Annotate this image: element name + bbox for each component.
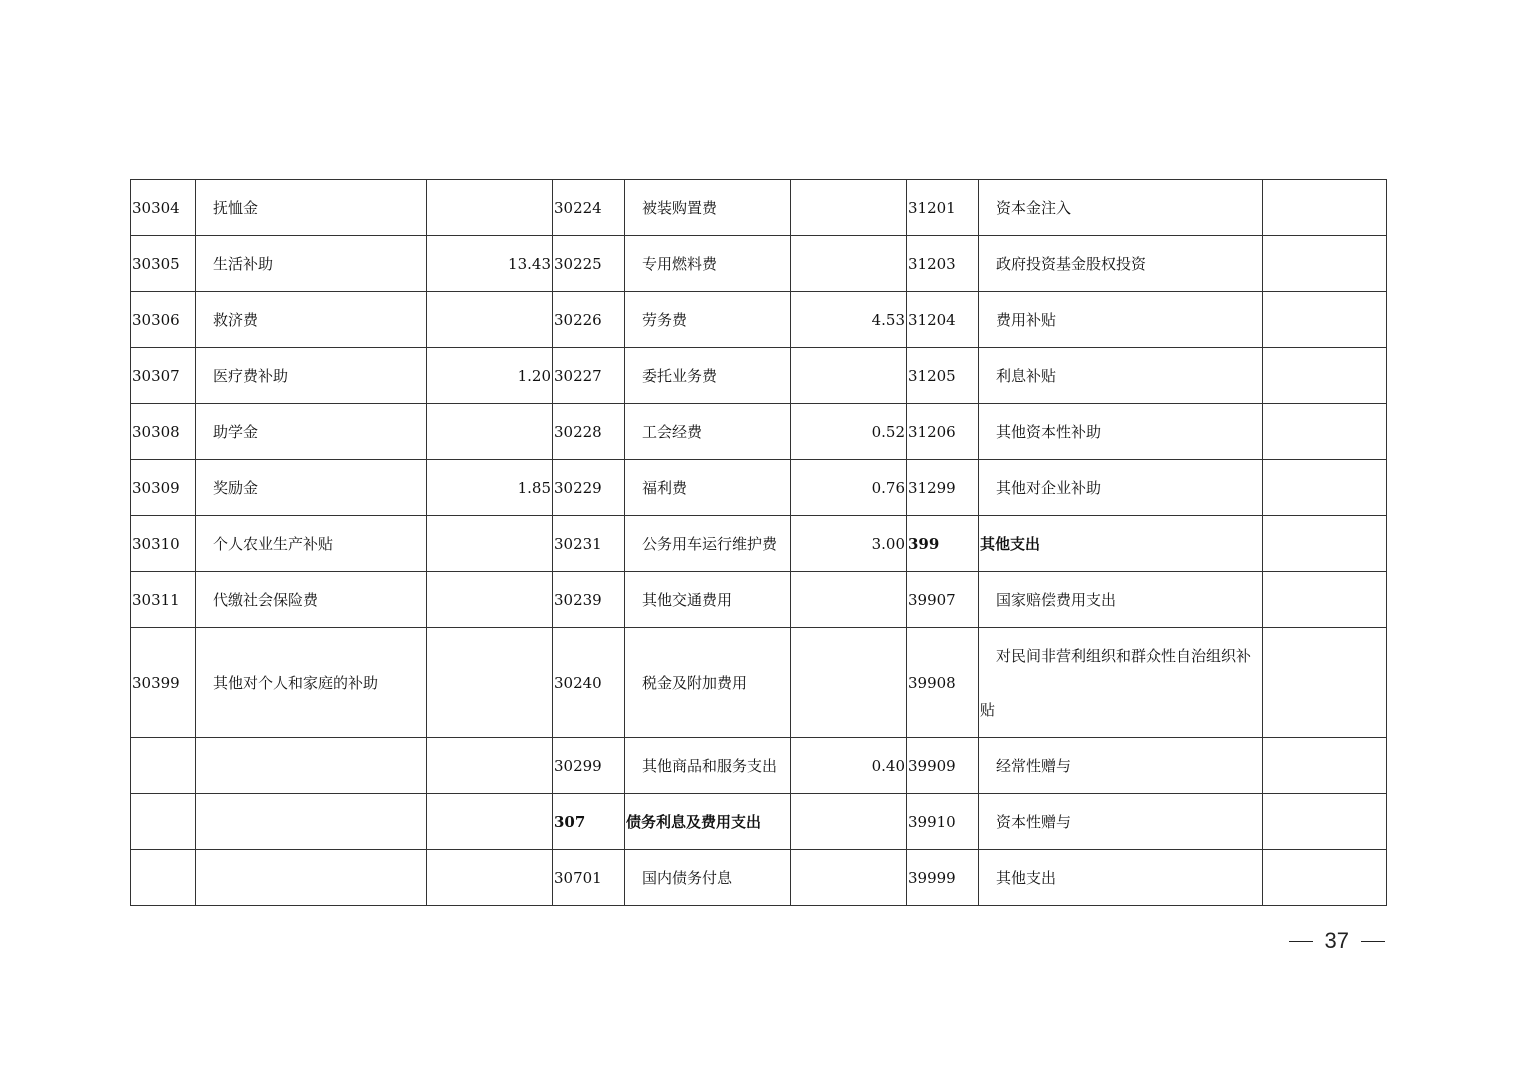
item-name-cell: 个人农业生产补贴	[196, 516, 427, 572]
code-cell: 31204	[907, 292, 979, 348]
category-name-cell: 债务利息及费用支出	[625, 794, 791, 850]
item-name-cell: 奖励金	[196, 460, 427, 516]
code-cell: 30224	[553, 180, 625, 236]
amount-cell	[427, 794, 553, 850]
amount-cell	[791, 850, 907, 906]
code-cell: 30310	[131, 516, 196, 572]
item-name-cell: 公务用车运行维护费	[625, 516, 791, 572]
footer-dash-right	[1361, 941, 1385, 942]
code-cell: 30307	[131, 348, 196, 404]
amount-cell	[427, 738, 553, 794]
amount-cell	[1263, 738, 1387, 794]
code-cell: 39999	[907, 850, 979, 906]
category-name-cell: 其他支出	[979, 516, 1263, 572]
amount-cell: 0.52	[791, 404, 907, 460]
code-cell: 30304	[131, 180, 196, 236]
amount-cell	[427, 572, 553, 628]
table-row	[131, 348, 1387, 404]
amount-cell	[1263, 292, 1387, 348]
item-name-cell: 对民间非营利组织和群众性自治组织补贴	[979, 628, 1263, 738]
item-name-cell	[196, 794, 427, 850]
table-row	[131, 236, 1387, 292]
category-code-cell: 399	[907, 516, 979, 572]
item-name-cell	[196, 738, 427, 794]
amount-cell	[1263, 794, 1387, 850]
amount-cell	[791, 628, 907, 738]
amount-cell	[427, 516, 553, 572]
code-cell	[131, 794, 196, 850]
amount-cell	[791, 348, 907, 404]
amount-cell	[1263, 236, 1387, 292]
code-cell: 39907	[907, 572, 979, 628]
amount-cell	[1263, 460, 1387, 516]
amount-cell	[1263, 628, 1387, 738]
code-cell: 31299	[907, 460, 979, 516]
amount-cell	[427, 850, 553, 906]
amount-cell	[1263, 850, 1387, 906]
item-name-cell: 政府投资基金股权投资	[979, 236, 1263, 292]
code-cell: 39910	[907, 794, 979, 850]
amount-cell	[791, 572, 907, 628]
item-name-cell: 抚恤金	[196, 180, 427, 236]
item-name-cell: 福利费	[625, 460, 791, 516]
item-name-cell: 劳务费	[625, 292, 791, 348]
code-cell: 31206	[907, 404, 979, 460]
item-name-cell: 其他支出	[979, 850, 1263, 906]
table-row	[131, 180, 1387, 236]
item-name-cell: 专用燃料费	[625, 236, 791, 292]
code-cell: 30399	[131, 628, 196, 738]
expenditure-table	[130, 179, 1387, 906]
item-name-cell: 生活补助	[196, 236, 427, 292]
amount-cell	[1263, 404, 1387, 460]
table-row	[131, 850, 1387, 906]
amount-cell	[791, 794, 907, 850]
code-cell: 30309	[131, 460, 196, 516]
amount-cell	[427, 628, 553, 738]
amount-cell: 1.85	[427, 460, 553, 516]
table-row	[131, 572, 1387, 628]
amount-cell	[1263, 180, 1387, 236]
code-cell	[131, 738, 196, 794]
table-row	[131, 628, 1387, 738]
code-cell: 30311	[131, 572, 196, 628]
code-cell: 30225	[553, 236, 625, 292]
item-name-cell: 费用补贴	[979, 292, 1263, 348]
code-cell: 30308	[131, 404, 196, 460]
code-cell: 31203	[907, 236, 979, 292]
amount-cell: 13.43	[427, 236, 553, 292]
item-name-cell: 资本金注入	[979, 180, 1263, 236]
item-name-cell: 税金及附加费用	[625, 628, 791, 738]
amount-cell	[427, 292, 553, 348]
item-name-cell: 其他对企业补助	[979, 460, 1263, 516]
amount-cell: 0.40	[791, 738, 907, 794]
code-cell: 30228	[553, 404, 625, 460]
item-name-cell: 其他资本性补助	[979, 404, 1263, 460]
table-row	[131, 794, 1387, 850]
code-cell: 39908	[907, 628, 979, 738]
item-name-cell: 资本性赠与	[979, 794, 1263, 850]
table-row	[131, 460, 1387, 516]
code-cell: 39909	[907, 738, 979, 794]
item-name-cell: 经常性赠与	[979, 738, 1263, 794]
amount-cell	[791, 236, 907, 292]
code-cell: 30226	[553, 292, 625, 348]
item-name-cell	[196, 850, 427, 906]
amount-cell: 4.53	[791, 292, 907, 348]
table-row	[131, 738, 1387, 794]
table-row	[131, 516, 1387, 572]
code-cell: 30306	[131, 292, 196, 348]
item-name-cell: 利息补贴	[979, 348, 1263, 404]
item-name-cell: 其他对个人和家庭的补助	[196, 628, 427, 738]
amount-cell: 1.20	[427, 348, 553, 404]
item-name-cell: 国家赔偿费用支出	[979, 572, 1263, 628]
footer-dash-left	[1289, 941, 1313, 942]
category-code-cell: 307	[553, 794, 625, 850]
code-cell: 30299	[553, 738, 625, 794]
code-cell	[131, 850, 196, 906]
item-name-cell: 医疗费补助	[196, 348, 427, 404]
page-footer	[1289, 928, 1385, 954]
item-name-cell: 其他商品和服务支出	[625, 738, 791, 794]
amount-cell: 0.76	[791, 460, 907, 516]
item-name-cell: 委托业务费	[625, 348, 791, 404]
code-cell: 31205	[907, 348, 979, 404]
amount-cell	[1263, 516, 1387, 572]
code-cell: 30305	[131, 236, 196, 292]
item-name-cell: 代缴社会保险费	[196, 572, 427, 628]
code-cell: 30229	[553, 460, 625, 516]
amount-cell	[427, 404, 553, 460]
amount-cell	[791, 180, 907, 236]
code-cell: 30240	[553, 628, 625, 738]
code-cell: 30701	[553, 850, 625, 906]
item-name-cell: 被装购置费	[625, 180, 791, 236]
item-name-cell: 助学金	[196, 404, 427, 460]
table-row	[131, 404, 1387, 460]
item-name-cell: 其他交通费用	[625, 572, 791, 628]
amount-cell	[1263, 348, 1387, 404]
item-name-cell: 救济费	[196, 292, 427, 348]
amount-cell	[427, 180, 553, 236]
page-number: 37	[1324, 928, 1349, 953]
code-cell: 31201	[907, 180, 979, 236]
amount-cell: 3.00	[791, 516, 907, 572]
table-row	[131, 292, 1387, 348]
code-cell: 30231	[553, 516, 625, 572]
amount-cell	[1263, 572, 1387, 628]
item-name-cell: 国内债务付息	[625, 850, 791, 906]
code-cell: 30239	[553, 572, 625, 628]
item-name-cell: 工会经费	[625, 404, 791, 460]
code-cell: 30227	[553, 348, 625, 404]
